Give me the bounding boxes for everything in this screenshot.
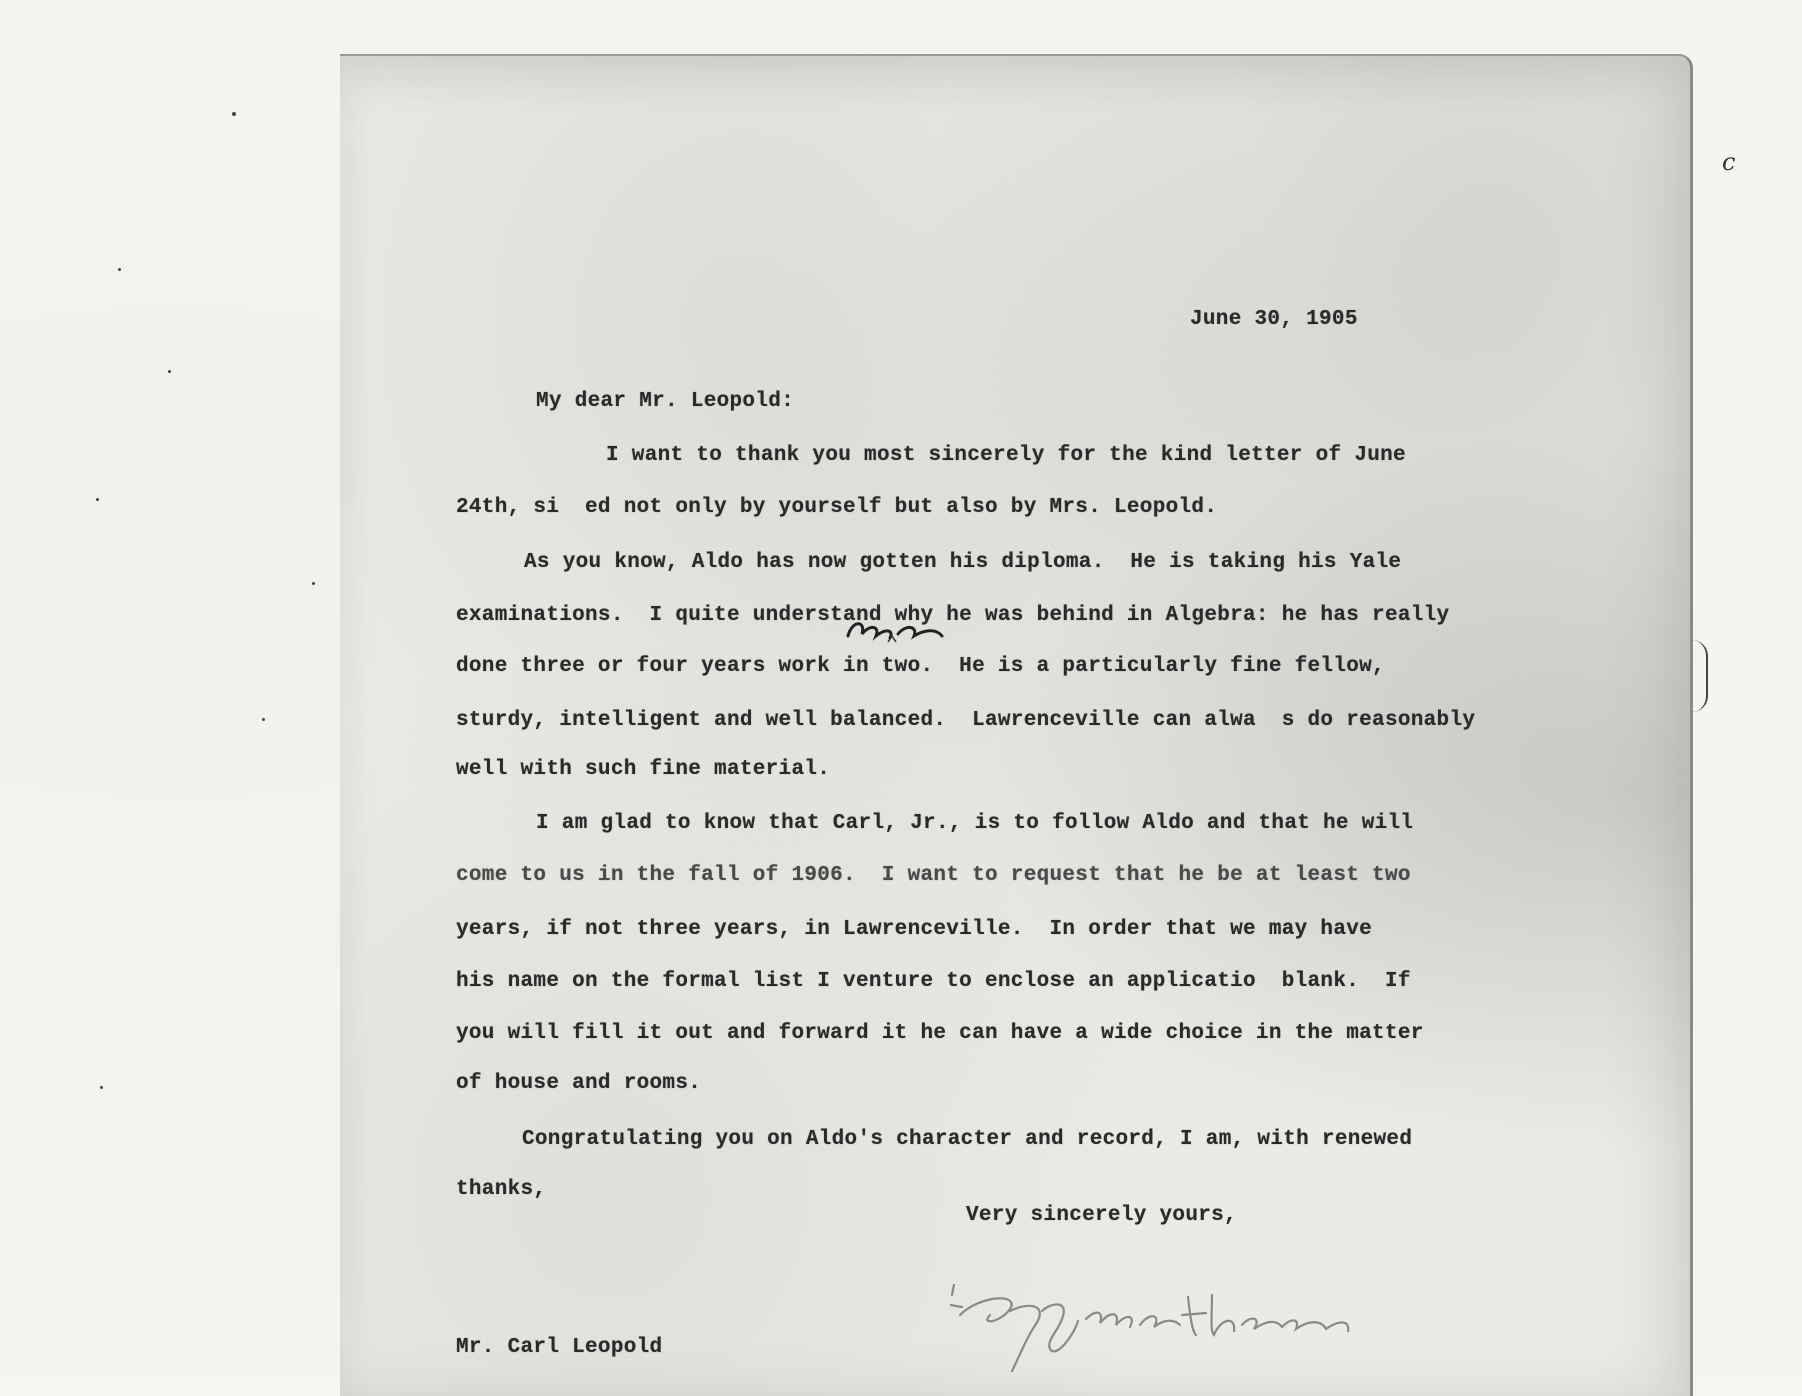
- margin-speck: [96, 498, 99, 501]
- paragraph-line: sturdy, intelligent and well balanced. Lawrenceville can alwa s do reasonably: [456, 709, 1476, 732]
- paragraph-line: I am glad to know that Carl, Jr., is to follow Aldo and that he will: [536, 812, 1414, 835]
- paragraph-line: 24th, si ed not only by yourself but also by Mrs. Leopold.: [456, 496, 1218, 519]
- paragraph-line: of house and rooms.: [456, 1072, 702, 1095]
- margin-speck: [168, 370, 171, 373]
- paragraph-line: examinations. I quite understand why he was behind in Algebra: he has really: [456, 604, 1450, 627]
- letter-closing: Very sincerely yours,: [966, 1204, 1237, 1227]
- paragraph-line: done three or four years work in two. He is a particularly fine fellow,: [456, 655, 1385, 678]
- margin-speck: [118, 268, 121, 271]
- paragraph-line: Congratulating you on Aldo's character and record, I am, with renewed: [522, 1128, 1413, 1151]
- paragraph-line: well with such fine material.: [456, 758, 831, 781]
- paragraph-line: I want to thank you most sincerely for the kind letter of June: [606, 444, 1406, 467]
- paragraph-line: years, if not three years, in Lawrenceville. In order that we may have: [456, 918, 1373, 941]
- paragraph-line: his name on the formal list I venture to enclose an applicatio blank. If: [456, 970, 1411, 993]
- paragraph-line: come to us in the fall of 1906. I want to request that he be at least two: [456, 864, 1411, 887]
- margin-speck: [262, 718, 265, 721]
- margin-speck: [312, 582, 315, 585]
- margin-speck: [100, 1086, 103, 1089]
- handwritten-signature: [950, 1275, 1470, 1375]
- margin-bracket: [1692, 640, 1708, 712]
- margin-mark-c: c: [1722, 148, 1736, 176]
- paragraph-line: thanks,: [456, 1178, 547, 1201]
- letter-date: June 30, 1905: [1190, 308, 1358, 331]
- letter-salutation: My dear Mr. Leopold:: [536, 390, 795, 413]
- margin-speck: [232, 112, 236, 116]
- handwritten-insertion: [840, 614, 950, 644]
- paragraph-line: As you know, Aldo has now gotten his diploma. He is taking his Yale: [524, 551, 1402, 574]
- paragraph-line: you will fill it out and forward it he can have a wide choice in the matter: [456, 1022, 1424, 1045]
- letter-recipient: Mr. Carl Leopold: [456, 1336, 663, 1359]
